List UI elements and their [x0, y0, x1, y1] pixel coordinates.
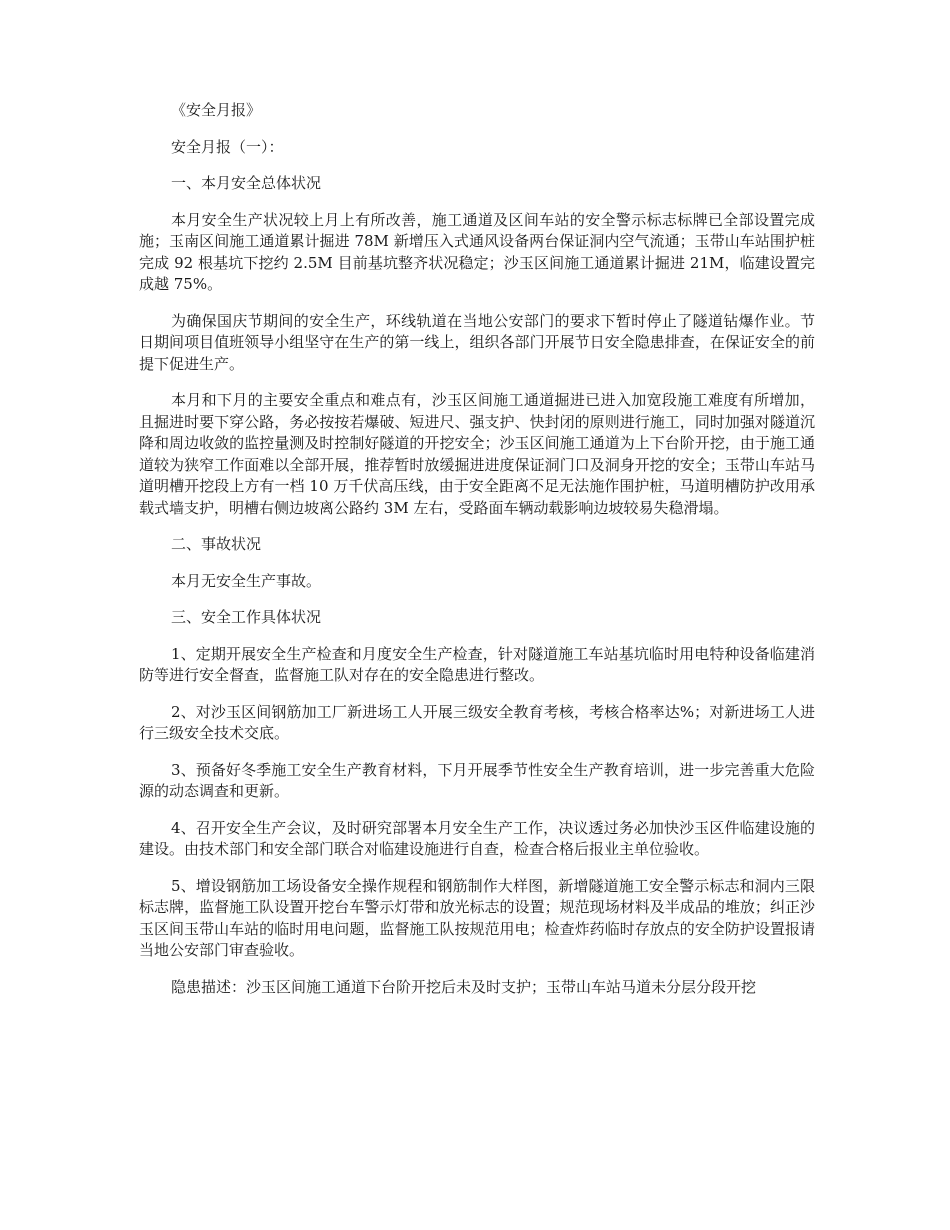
document-subtitle: 安全月报（一）：: [171, 137, 284, 156]
list-item: 1、定期开展安全生产检查和月度安全生产检查，针对隧道施工车站基坑临时用电特种设备临建消防等进行安全督查，监督施工队对存在的安全隐患进行整改。: [139, 644, 815, 684]
paragraph: 本月和下月的主要安全重点和难点有，沙玉区间施工通道掘进已进入加宽段施工难度有所增加，且掘进时要下穿公路，务必按按若爆破、短进尺、强支护、快封闭的原则进行施工，同时加强对隧道沉降和周边收敛的监控量测及时控制好隧道的开挖安全；沙玉区间施工通道为上下台阶开挖，由于施工通道较为狭窄工作面难以全部开展，推荐暂时放缓掘进进度保证洞门口及洞身开挖的安全；玉带山车站马道明槽开挖段上方有一档 10 万千伏高压线，由于安全距离不足无法施作围护桩，马道明槽防护改用承载式墙支护，明槽右侧边坡离公路约 3M 左右，受路面车辆动载影响边坡较易失稳滑塌。: [139, 391, 815, 517]
section-heading: 三、安全工作具体状况: [171, 608, 322, 626]
section-heading: 一、本月安全总体状况: [171, 174, 322, 192]
hazard-description: 隐患描述：沙玉区间施工通道下台阶开挖后未及时支护；玉带山车站马道未分层分段开挖: [171, 977, 757, 996]
section-2: [139, 534, 815, 592]
section-3: [139, 607, 815, 998]
document-body: [139, 100, 815, 1013]
section-1: [139, 173, 815, 519]
section-heading: 二、事故状况: [171, 535, 262, 553]
list-item: 2、对沙玉区间钢筋加工厂新进场工人开展三级安全教育考核，考核合格率达%；对新进场工人进行三级安全技术交底。: [139, 702, 815, 742]
list-item: 5、增设钢筋加工场设备安全操作规程和钢筋制作大样图，新增隧道施工安全警示标志和洞内三限标志牌，监督施工队设置开挖台车警示灯带和放光标志的设置；规范现场材料及半成品的堆放；纠正沙玉区间玉带山车站的临时用电问题，监督施工队按规范用电；检查炸药临时存放点的安全防护设置报请当地公安部门审查验收。: [139, 876, 815, 959]
list-item: 3、预备好冬季施工安全生产教育材料，下月开展季节性安全生产教育培训，进一步完善重大危险源的动态调查和更新。: [139, 760, 815, 800]
paragraph: 本月安全生产状况较上月上有所改善，施工通道及区间车站的安全警示标志标牌已全部设置完成施；玉南区间施工通道累计掘进 78M 新增压入式通风设备两台保证洞内空气流通；玉带山车站围护桩完成 92 根基坑下挖约 2.5M 目前基坑整齐状况稳定；沙玉区间施工通道累计掘进 21M，临建设置完成越 75%。: [139, 210, 815, 293]
paragraph: 为确保国庆节期间的安全生产，环线轨道在当地公安部门的要求下暂时停止了隧道钻爆作业。节日期间项目值班领导小组坚守在生产的第一线上，组织各部门开展节日安全隐患排查，在保证安全的前提下促进生产。: [139, 311, 815, 373]
list-item: 4、召开安全生产会议，及时研究部署本月安全生产工作，决议透过务必加快沙玉区件临建设施的建设。由技术部门和安全部门联合对临建设施进行自查，检查合格后报业主单位验收。: [139, 818, 815, 858]
document-title: 《安全月报》: [171, 101, 262, 119]
paragraph: 本月无安全生产事故。: [171, 571, 322, 590]
